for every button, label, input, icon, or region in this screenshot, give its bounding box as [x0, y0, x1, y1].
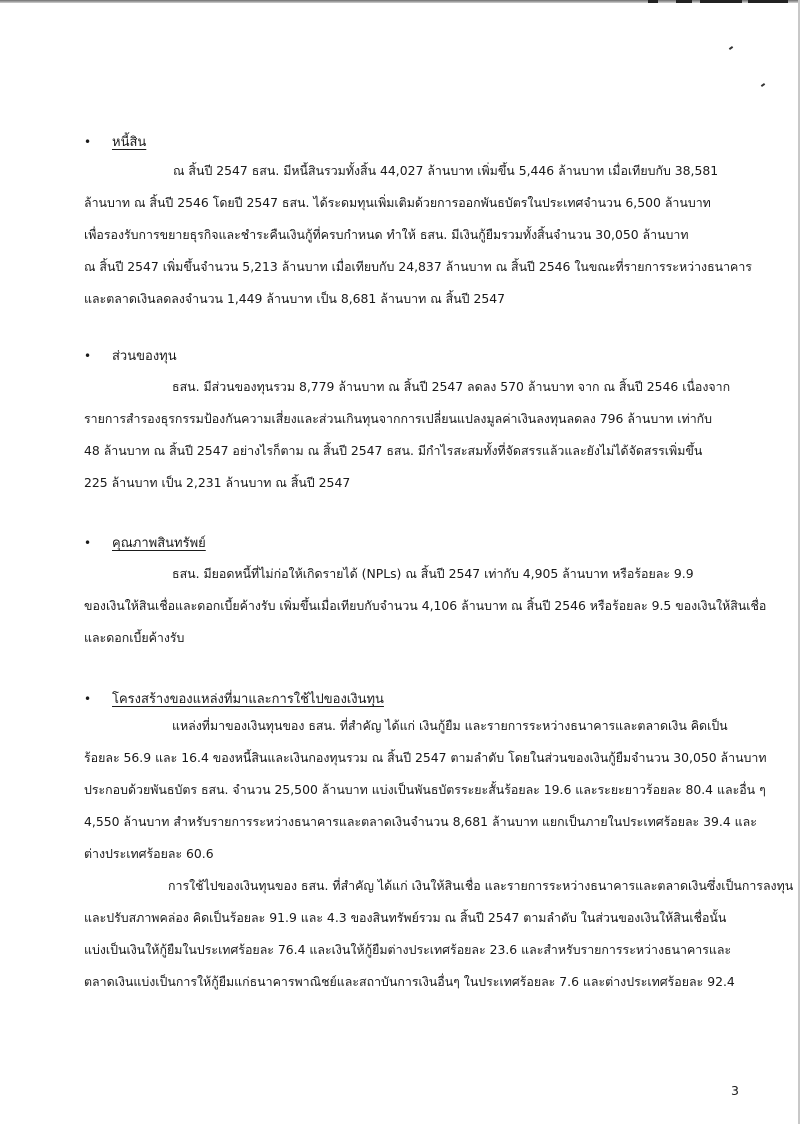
paragraph-line: ของเงินให้สินเชื่อและดอกเบี้ยค้างรับ เพิ่มขึ้นเมื่อเทียบกับจำนวน 4,106 ล้านบาท ณ สิ้นปี 2546 หรือร้อยละ 9.5 ของเงินให้สินเชื่อ	[84, 598, 767, 613]
paragraph-line: ตลาดเงินแบ่งเป็นการให้กู้ยืมแก่ธนาคารพาณิชย์และสถาบันการเงินอื่นๆ ในประเทศร้อยละ 7.6 และต่างประเทศร้อยละ 92.4	[84, 974, 735, 989]
section-heading	[84, 346, 177, 367]
scan-speck	[761, 83, 765, 87]
paragraph-line: ล้านบาท ณ สิ้นปี 2546 โดยปี 2547 ธสน. ได้ระดมทุนเพิ่มเติมด้วยการออกพันธบัตรในประเทศจำนวน 6,500 ล้านบาท	[84, 195, 711, 210]
section-title: คุณภาพสินทรัพย์	[112, 536, 206, 551]
paragraph-line: การใช้ไปของเงินทุนของ ธสน. ที่สำคัญ ได้แก่ เงินให้สินเชื่อ และรายการระหว่างธนาคารและตลาดเงินซึ่งเป็นการลงทุน	[168, 878, 794, 893]
section-heading	[84, 689, 384, 710]
paragraph-line: แหล่งที่มาของเงินทุนของ ธสน. ที่สำคัญ ได้แก่ เงินกู้ยืม และรายการระหว่างธนาคารและตลาดเงิน คิดเป็น	[172, 718, 728, 733]
section-title: โครงสร้างของแหล่งที่มาและการใช้ไปของเงินทุน	[112, 692, 384, 707]
page-number: 3	[731, 1083, 739, 1098]
paragraph-line: ณ สิ้นปี 2547 ธสน. มีหนี้สินรวมทั้งสิ้น 44,027 ล้านบาท เพิ่มขึ้น 5,446 ล้านบาท เมื่อเทียบกับ 38,581	[173, 163, 719, 178]
paragraph-line: ธสน. มียอดหนี้ที่ไม่ก่อให้เกิดรายได้ (NPLs) ณ สิ้นปี 2547 เท่ากับ 4,905 ล้านบาท หรือร้อยละ 9.9	[172, 566, 694, 581]
bullet-icon: •	[84, 349, 92, 363]
section-title: ส่วนของทุน	[112, 349, 177, 364]
bullet-icon: •	[84, 536, 92, 550]
section-title: หนี้สิน	[112, 135, 147, 150]
scan-mark	[700, 0, 742, 3]
section-heading	[84, 132, 146, 153]
scan-mark	[748, 0, 788, 3]
paragraph-line: รายการสำรองธุรกรรมป้องกันความเสี่ยงและส่วนเกินทุนจากการเปลี่ยนแปลงมูลค่าเงินลงทุนลดลง 796 ล้านบาท เท่ากับ	[84, 411, 713, 426]
bullet-icon: •	[84, 135, 92, 149]
paragraph-line: และดอกเบี้ยค้างรับ	[84, 630, 185, 645]
section-heading	[84, 533, 206, 554]
bullet-icon: •	[84, 692, 92, 706]
paragraph-line: ณ สิ้นปี 2547 เพิ่มขึ้นจำนวน 5,213 ล้านบาท เมื่อเทียบกับ 24,837 ล้านบาท ณ สิ้นปี 2546 ในขณะที่รายการระหว่างธนาคาร	[84, 259, 752, 274]
paragraph-line: เพื่อรองรับการขยายธุรกิจและชำระคืนเงินกู้ที่ครบกำหนด ทำให้ ธสน. มีเงินกู้ยืมรวมทั้งสิ้นจำนวน 30,050 ล้านบาท	[84, 227, 689, 242]
scan-mark	[648, 0, 658, 3]
paragraph-line: 4,550 ล้านบาท สำหรับรายการระหว่างธนาคารและตลาดเงินจำนวน 8,681 ล้านบาท แยกเป็นภายในประเทศร้อยละ 39.4 และ	[84, 814, 757, 829]
paragraph-line: และตลาดเงินลดลงจำนวน 1,449 ล้านบาท เป็น 8,681 ล้านบาท ณ สิ้นปี 2547	[84, 291, 506, 306]
paragraph-line: 48 ล้านบาท ณ สิ้นปี 2547 อย่างไรก็ตาม ณ สิ้นปี 2547 ธสน. มีกำไรสะสมทั้งที่จัดสรรแล้วและยังไม่ได้จัดสรรเพิ่มขึ้น	[84, 443, 703, 458]
paragraph-line: แบ่งเป็นเงินให้กู้ยืมในประเทศร้อยละ 76.4 และเงินให้กู้ยืมต่างประเทศร้อยละ 23.6 และสำหรับรายการระหว่างธนาคารและ	[84, 942, 732, 957]
paragraph-line: 225 ล้านบาท เป็น 2,231 ล้านบาท ณ สิ้นปี 2547	[84, 475, 351, 490]
paragraph-line: ร้อยละ 56.9 และ 16.4 ของหนี้สินและเงินกองทุนรวม ณ สิ้นปี 2547 ตามลำดับ โดยในส่วนของเงินกู้ยืมจำนวน 30,050 ล้านบาท	[84, 750, 767, 765]
scan-mark	[676, 0, 692, 3]
paragraph-line: ต่างประเทศร้อยละ 60.6	[84, 846, 214, 861]
scan-speck	[729, 46, 733, 50]
paragraph-line: ประกอบด้วยพันธบัตร ธสน. จำนวน 25,500 ล้านบาท แบ่งเป็นพันธบัตรระยะสั้นร้อยละ 19.6 และระยะยาวร้อยละ 80.4 และอื่น ๆ	[84, 782, 766, 797]
paragraph-line: และปรับสภาพคล่อง คิดเป็นร้อยละ 91.9 และ 4.3 ของสินทรัพย์รวม ณ สิ้นปี 2547 ตามลำดับ ในส่วนของเงินให้สินเชื่อนั้น	[84, 910, 727, 925]
paragraph-line: ธสน. มีส่วนของทุนรวม 8,779 ล้านบาท ณ สิ้นปี 2547 ลดลง 570 ล้านบาท จาก ณ สิ้นปี 2546 เนื่องจาก	[172, 379, 731, 394]
